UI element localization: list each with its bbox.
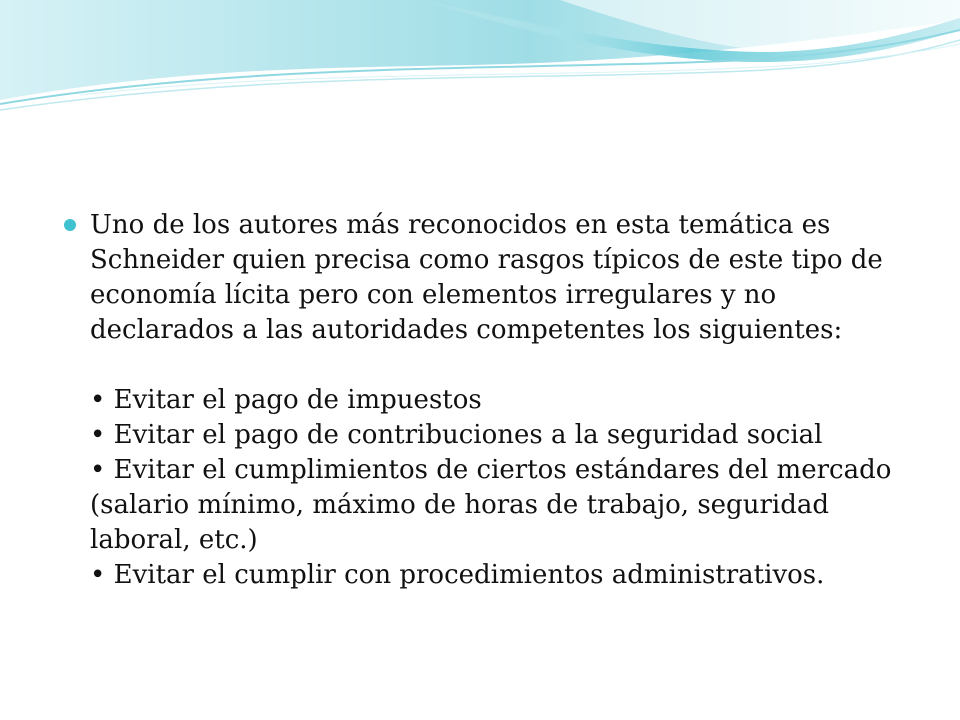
list-item: • Evitar el pago de impuestos	[90, 385, 482, 415]
list-item: • Evitar el cumplir con procedimientos administrativos.	[90, 560, 825, 590]
slide-body	[64, 208, 924, 593]
blank-line	[90, 348, 924, 383]
header-wave-decoration	[0, 0, 960, 140]
bullet-paragraph	[64, 208, 924, 593]
list-item: • Evitar el pago de contribuciones a la seguridad social	[90, 420, 823, 450]
intro-text: Uno de los autores más reconocidos en esta temática es Schneider quien precisa como rasgos típicos de este tipo de economía lícita pero con elementos irregulares y no declarados a las autoridades competentes los siguientes:	[90, 210, 883, 345]
bullet-text	[90, 208, 924, 593]
list-item: • Evitar el cumplimientos de ciertos estándares del mercado (salario mínimo, máximo de horas de trabajo, seguridad laboral, etc.)	[90, 455, 892, 555]
bullet-dot-icon	[64, 219, 76, 231]
